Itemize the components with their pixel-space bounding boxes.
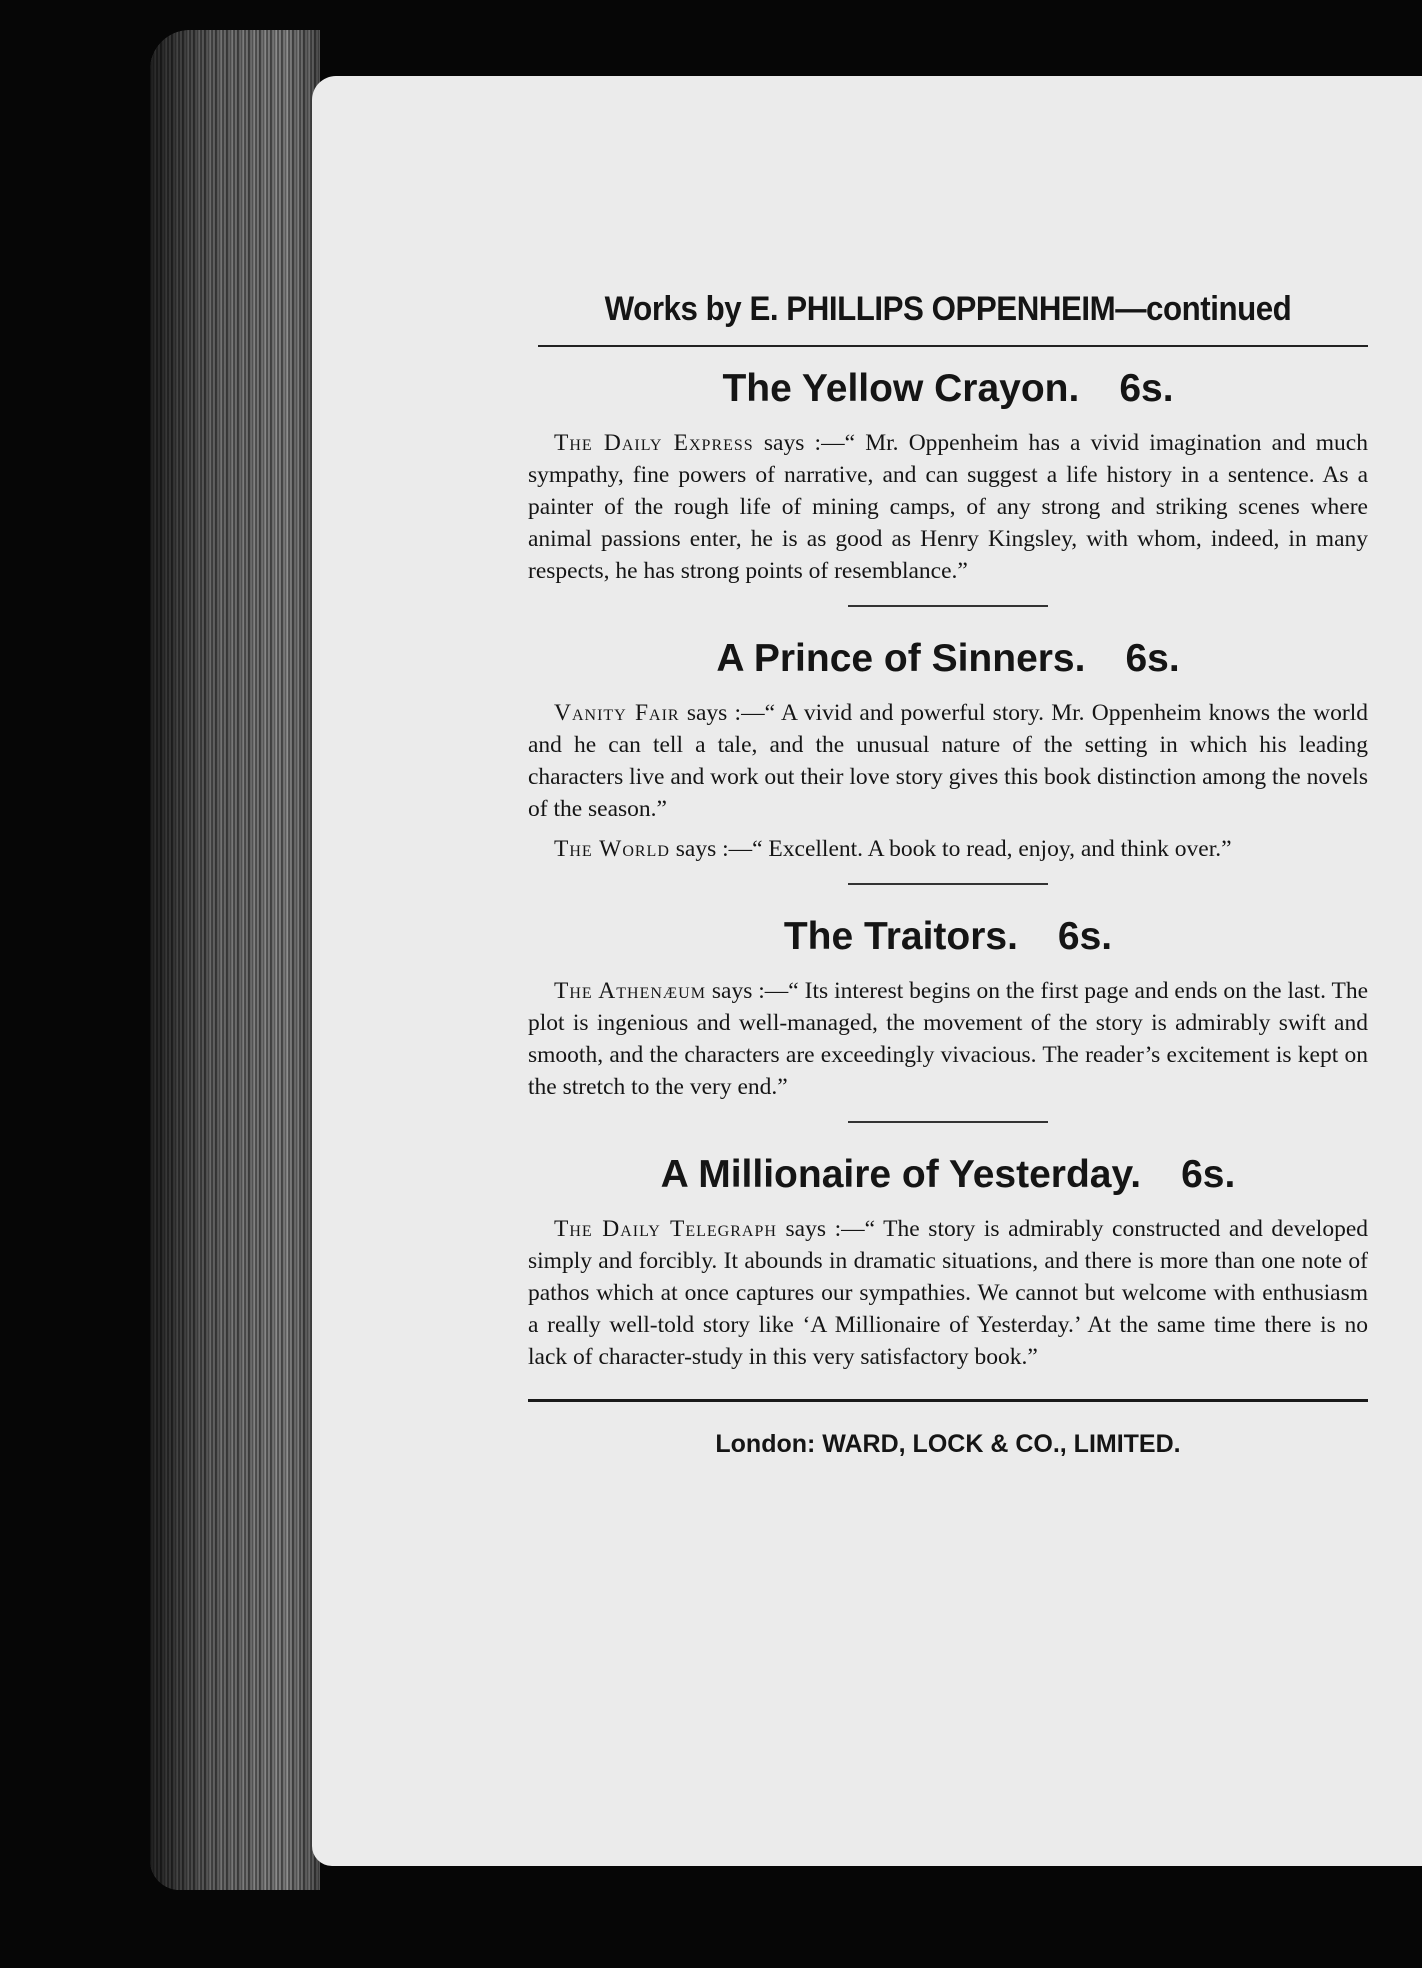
book-price: 6s. [1125,637,1180,680]
book-entry [528,915,1368,1103]
review-text: says :—“ Mr. Oppenheim has a vivid imagination and much sympathy, fine powers of narrative, and can suggest a life history in a sentence. As a painter of the rough life of mining camps, of any strong and striking scenes where animal passions enter, he is as good as Henry Kingsley, with whom, indeed, in many respects, he has strong points of resemblance.” [528,430,1368,584]
book-entry [528,1153,1368,1373]
review-text: says :—“ A vivid and powerful story. Mr. Oppenheim knows the world and he can tell a tale, and the unusual nature of the setting in which his leading characters live and work out their love story gives this book distinction among the novels of the season.” [528,700,1368,822]
footer-rule [528,1399,1368,1402]
page-header: Works by E. PHILLIPS OPPENHEIM—continued [604,290,1292,328]
book-title [528,637,1368,681]
publisher-imprint: London: WARD, LOCK & CO., LIMITED. [715,1430,1181,1458]
review [528,427,1368,587]
review [528,833,1368,865]
review-source: The Daily Telegraph [554,1216,777,1242]
book-price: 6s. [1181,1153,1236,1196]
page-content [528,280,1368,1459]
book-title [528,915,1368,959]
review [528,975,1368,1103]
review-text: says :—“ The story is admirably constructed and developed simply and forcibly. It abounds in dramatic situations, and there is more than one note of pathos which at once captures our sympathies. We cannot but welcome with enthusiasm a really well-told story like ‘A Millionaire of Yesterday.’ At the same time there is no lack of character-study in this very satisfactory book.” [528,1216,1368,1370]
section-divider [848,1121,1048,1123]
header-rule [538,345,1368,347]
book-title-text: A Millionaire of Yesterday. [660,1153,1142,1196]
book-entry [528,637,1368,865]
book-price: 6s. [1119,367,1174,410]
book-title-text: The Traitors. [783,915,1018,958]
book-edge-shadow [150,30,320,1890]
review-source: Vanity Fair [554,700,680,726]
book-title [528,1153,1368,1197]
section-divider [848,605,1048,607]
review-text: says :—“ Its interest begins on the first page and ends on the last. The plot is ingenious and well-managed, the movement of the story is admirably swift and smooth, and the characters are exceedingly vivacious. The reader’s excitement is kept on the stretch to the very end.” [528,978,1368,1100]
book-entry [528,367,1368,587]
book-title-text: A Prince of Sinners. [716,637,1086,680]
review-source: The Daily Express [554,430,754,456]
section-divider [848,883,1048,885]
book-title-text: The Yellow Crayon. [722,367,1080,410]
book-price: 6s. [1057,915,1113,958]
review-source: The World [554,836,670,862]
review-text: says :—“ Excellent. A book to read, enjoy, and think over.” [669,836,1232,862]
review [528,1213,1368,1373]
review-source: The Athenæum [554,978,706,1004]
book-title [528,367,1368,411]
review [528,697,1368,825]
